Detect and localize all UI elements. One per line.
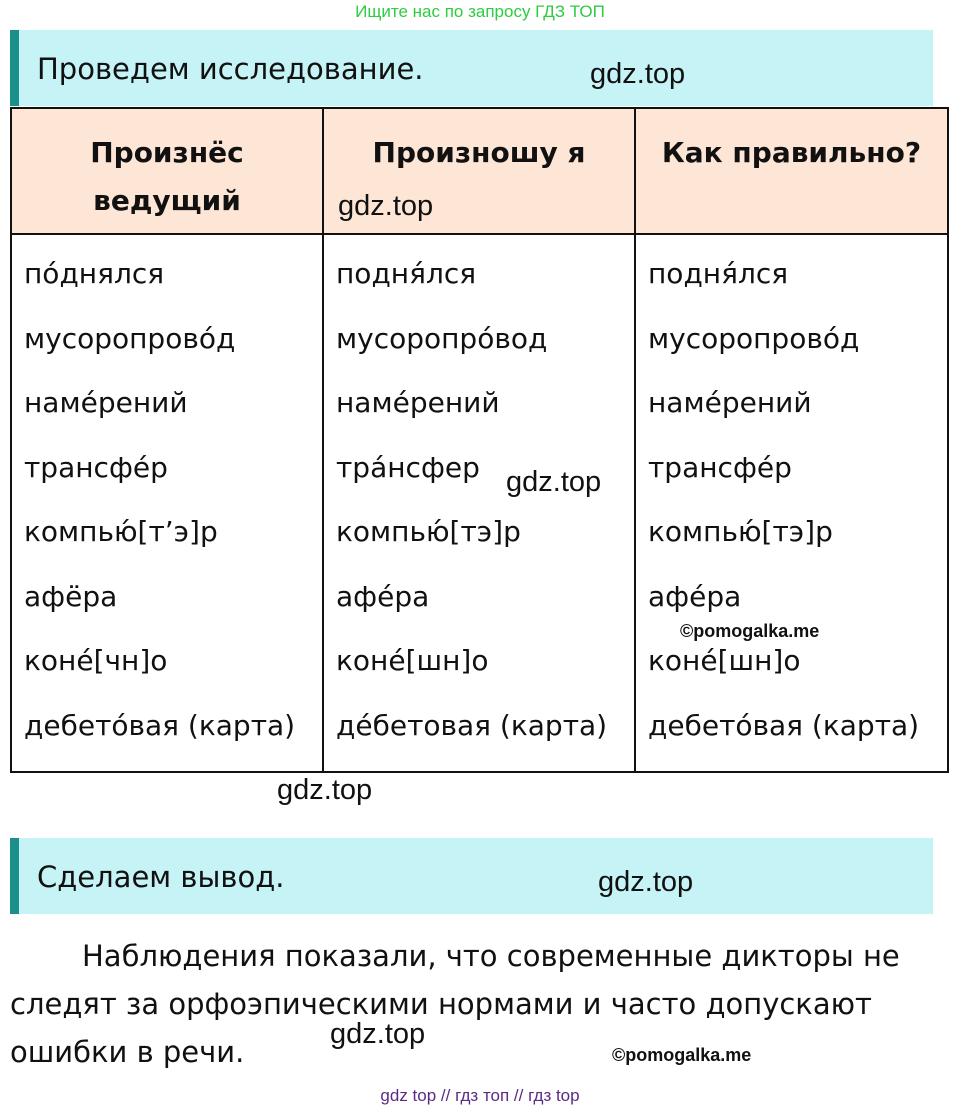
word-me: наме́рений [336,386,500,419]
conclusion-line-3: ошибки в речи. [10,1035,245,1069]
word-correct: афе́ра [648,579,742,613]
word-correct: подня́лся [648,257,789,290]
conclusion-paragraph [10,932,910,1076]
section-title-research: Проведем исследование. [37,52,424,86]
word-announcer: дебето́вая (карта) [24,708,296,742]
watermark-gdz-3: gdz.top [506,466,602,498]
word-me: мусоропро́вод [336,321,548,355]
word-announcer: по́днялся [24,257,165,290]
column-me [323,234,635,772]
word-me: подня́лся [336,257,477,290]
word-correct: компью́[тэ]р [648,515,833,548]
research-table [10,107,949,773]
watermark-gdz-4: gdz.top [277,774,373,806]
word-announcer: наме́рений [24,386,188,419]
header-me: Произношу я [323,108,635,234]
conclusion-line-2: следят за орфоэпическими нормами и часто допускают [10,987,872,1021]
watermark-gdz-1: gdz.top [590,58,686,90]
watermark-gdz-6: gdz.top [330,1018,426,1050]
word-me: тра́нсфер [336,450,480,484]
word-announcer: компью́[т’э]р [24,515,218,548]
word-correct: коне́[шн]о [648,644,801,677]
column-announcer [11,234,323,772]
section-title-conclusion: Сделаем вывод. [37,860,285,894]
watermark-pomogalka-1: ©pomogalka.me [680,621,820,641]
section-bar-conclusion [10,838,933,914]
word-correct: мусоропрово́д [648,321,860,355]
top-banner: Ищите нас по запросу ГДЗ ТОП [355,2,605,21]
word-announcer: мусоропрово́д [24,321,236,355]
word-me: афе́ра [336,579,430,613]
word-me: компью́[тэ]р [336,515,521,548]
conclusion-line-1: Наблюдения показали, что современные дикторы не [82,939,900,973]
word-announcer: трансфе́р [24,450,168,484]
word-announcer: коне́[чн]о [24,644,168,677]
word-correct: дебето́вая (карта) [648,708,920,742]
header-correct: Как правильно? [635,108,948,234]
section-bar-research [10,30,933,106]
word-correct: наме́рений [648,386,812,419]
word-me: де́бетовая (карта) [336,708,608,742]
watermark-gdz-5: gdz.top [598,866,694,898]
word-announcer: афёра [24,579,118,613]
column-correct [635,234,948,772]
watermark-gdz-2: gdz.top [338,190,434,222]
header-announcer: Произнёс ведущий [11,108,323,234]
word-correct: трансфе́р [648,450,792,484]
footer-links: gdz top // гдз топ // гдз top [380,1086,580,1105]
watermark-pomogalka-2: ©pomogalka.me [612,1045,752,1065]
word-me: коне́[шн]о [336,644,489,677]
